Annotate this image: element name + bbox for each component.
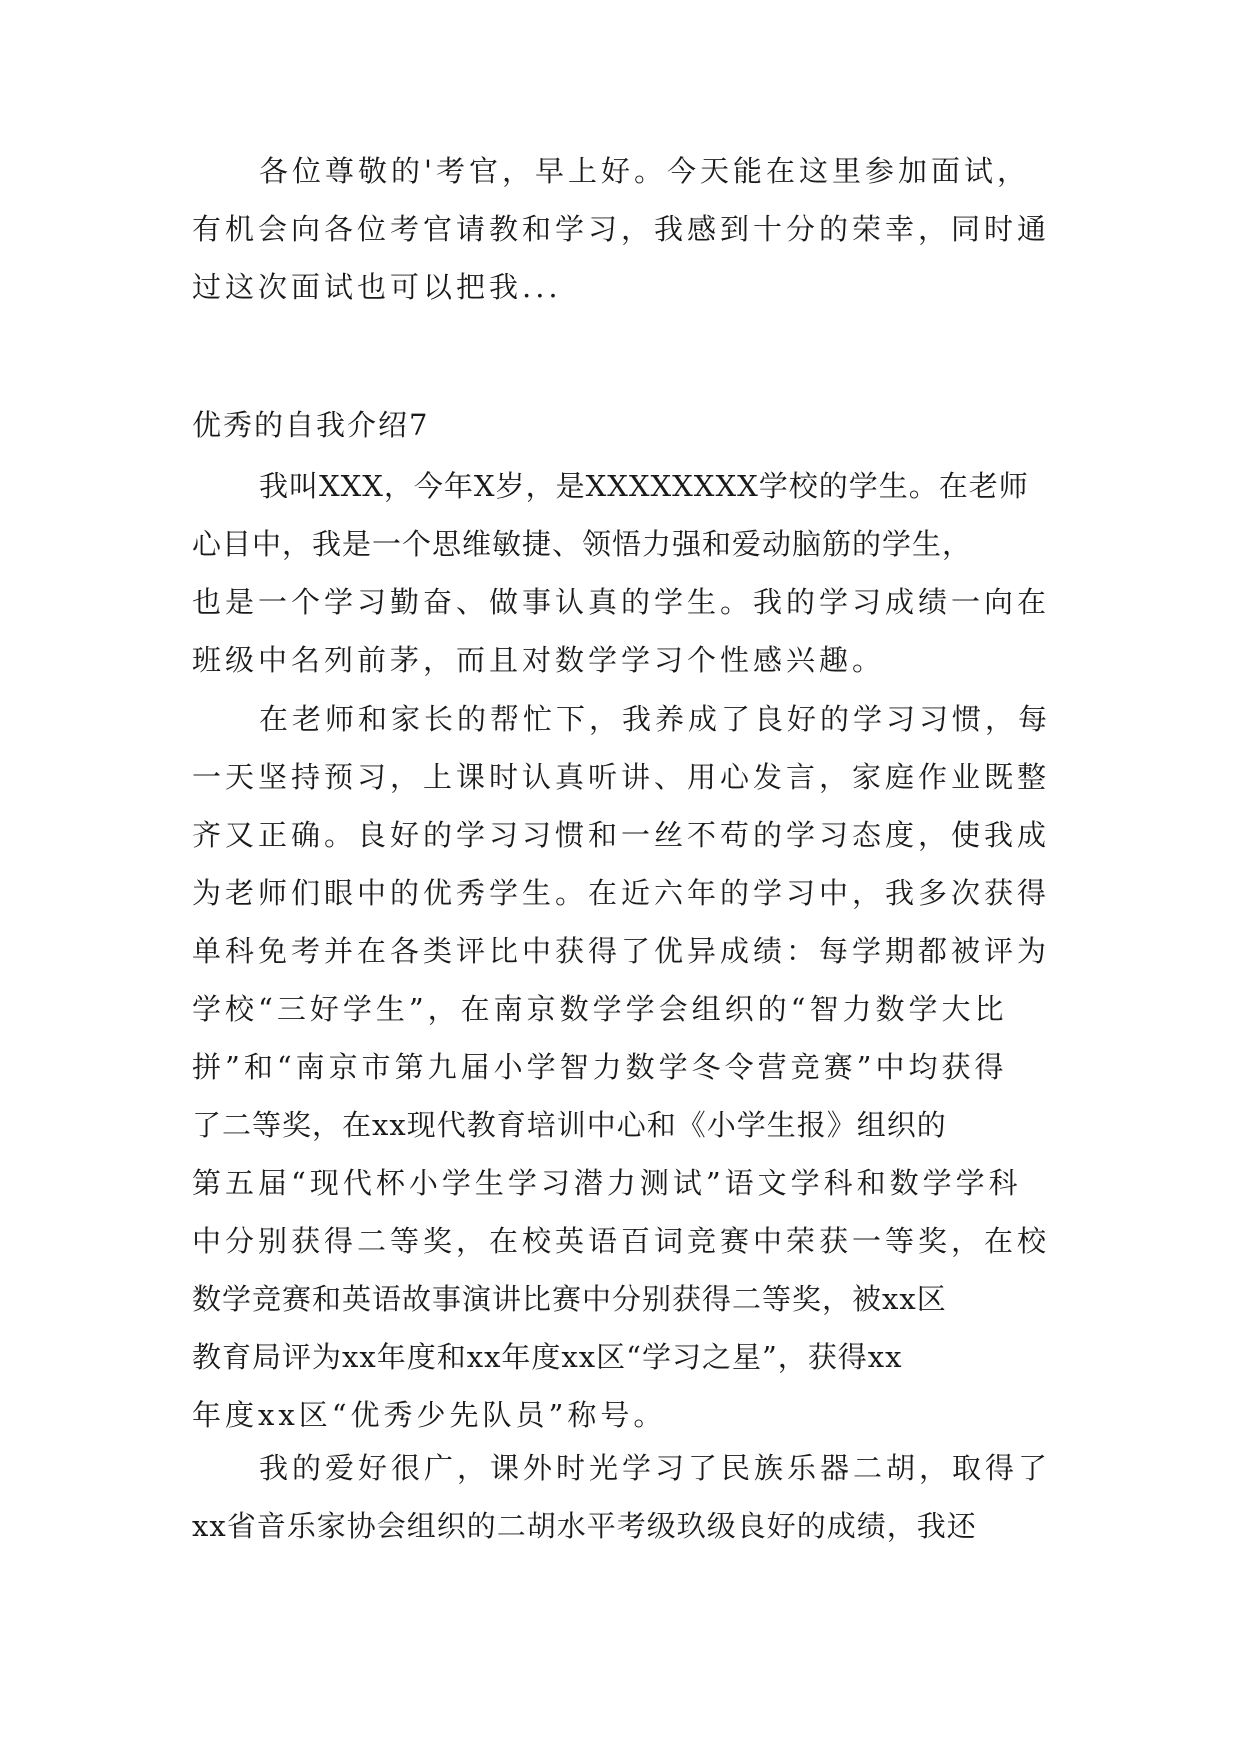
text-line: 在老师和家长的帮忙下，我养成了良好的学习习惯，每 [259, 702, 1052, 736]
text-line: 各位尊敬的'考官，早上好。今天能在这里参加面试， [259, 154, 1030, 188]
paragraph-hobbies [192, 1439, 1062, 1555]
intro-paragraph [192, 142, 1062, 316]
text-line: 第五届“现代杯小学生学习潜力测试”语文学科和数学学科 [192, 1166, 1022, 1200]
text-line: 中分别获得二等奖，在校英语百词竞赛中荣获一等奖，在校 [192, 1224, 1051, 1258]
paragraph-self-intro [192, 457, 1062, 689]
section-heading: 优秀的自我介绍7 [192, 408, 430, 442]
text-line: 教育局评为xx年度和xx年度xx区“学习之星”，获得xx [192, 1340, 903, 1374]
text-line: 我的爱好很广，课外时光学习了民族乐器二胡，取得了 [259, 1451, 1052, 1485]
text-line: 单科免考并在各类评比中获得了优异成绩：每学期都被评为 [192, 934, 1051, 968]
text-line: 数学竞赛和英语故事演讲比赛中分别获得二等奖，被xx区 [192, 1282, 947, 1316]
text-line: 学校“三好学生”，在南京数学学会组织的“智力数学大比 [192, 992, 1008, 1026]
text-line: 年度xx区“优秀少先队员”称号。 [192, 1398, 667, 1432]
text-line: 齐又正确。良好的学习习惯和一丝不苟的学习态度，使我成 [192, 818, 1051, 852]
text-line: 了二等奖，在xx现代教育培训中心和《小学生报》组织的 [192, 1108, 947, 1142]
text-line: 心目中，我是一个思维敏捷、领悟力强和爱动脑筋的学生， [192, 527, 973, 561]
text-line: 班级中名列前茅，而且对数学学习个性感兴趣。 [192, 643, 886, 677]
text-line: 过这次面试也可以把我... [192, 270, 562, 304]
text-line: 也是一个学习勤奋、做事认真的学生。我的学习成绩一向在 [192, 585, 1051, 619]
text-line: 我叫XXX，今年X岁，是XXXXXXXX学校的学生。在老师 [259, 469, 1029, 503]
text-line: 有机会向各位考官请教和学习，我感到十分的荣幸，同时通 [192, 212, 1051, 246]
text-line: 为老师们眼中的优秀学生。在近六年的学习中，我多次获得 [192, 876, 1051, 910]
text-line: xx省音乐家协会组织的二胡水平考级玖级良好的成绩，我还 [192, 1509, 977, 1543]
text-line: 拼”和“南京市第九届小学智力数学冬令营竞赛”中均获得 [192, 1050, 1008, 1084]
paragraph-achievements [192, 690, 1062, 1444]
text-line: 一天坚持预习，上课时认真听讲、用心发言，家庭作业既整 [192, 760, 1051, 794]
